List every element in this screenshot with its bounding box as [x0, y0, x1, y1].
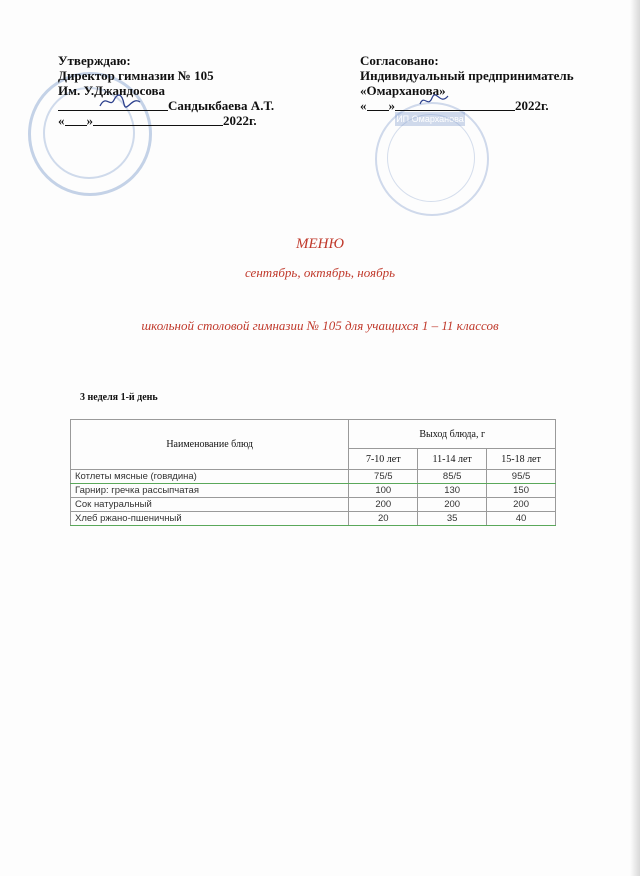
menu-months: сентябрь, октябрь, ноябрь	[244, 265, 396, 280]
portion-7-10: 200	[349, 498, 418, 512]
agreement-block	[360, 53, 630, 113]
age-group-3: 15-18 лет	[487, 449, 556, 470]
dish-name: Гарнир: гречка рассыпчатая	[71, 484, 349, 498]
date-open-quote: «	[360, 98, 367, 113]
dish-name: Сок натуральный	[71, 498, 349, 512]
agreement-year: 2022г.	[515, 98, 549, 113]
portion-11-14: 200	[418, 498, 487, 512]
menu-subtitle: школьной столовой гимназии № 105 для учащихся 1 – 11 классов	[141, 318, 499, 333]
portion-7-10: 75/5	[349, 470, 418, 484]
approval-date-line	[58, 113, 318, 128]
portion-7-10: 20	[349, 512, 418, 526]
approval-heading: Утверждаю:	[58, 53, 131, 68]
table-row	[71, 484, 556, 498]
signature-line	[58, 98, 318, 113]
approval-year: 2022г.	[223, 113, 257, 128]
portion-15-18: 95/5	[487, 470, 556, 484]
table-row	[71, 470, 556, 484]
portion-7-10: 100	[349, 484, 418, 498]
portion-11-14: 130	[418, 484, 487, 498]
dish-name: Котлеты мясные (говядина)	[71, 470, 349, 484]
header-dish-name: Наименование блюд	[71, 420, 349, 470]
portion-11-14: 85/5	[418, 470, 487, 484]
menu-title: МЕНЮ	[296, 236, 344, 252]
page-edge-shadow	[630, 0, 640, 876]
portion-15-18: 40	[487, 512, 556, 526]
agreement-heading: Согласовано:	[360, 53, 439, 68]
age-group-1: 7-10 лет	[349, 449, 418, 470]
date-close-quote: »	[388, 98, 395, 113]
handwritten-signature	[98, 92, 142, 110]
entrepreneur-stamp	[375, 102, 489, 216]
week-day-label: 3 неделя 1-й день	[80, 392, 158, 403]
date-open-quote: «	[58, 113, 65, 128]
stamp-label: ИП Омарханова	[396, 114, 464, 124]
stamp-inner-ring	[387, 114, 475, 202]
table-row	[71, 512, 556, 526]
signer-name: Сандыкбаева А.Т.	[168, 98, 275, 113]
menu-table	[70, 419, 556, 526]
date-close-quote: »	[86, 113, 93, 128]
handwritten-signature-right	[418, 92, 450, 110]
portion-11-14: 35	[418, 512, 487, 526]
day-blank	[367, 98, 389, 111]
agreement-date-line	[360, 98, 630, 113]
table-header-row	[71, 420, 556, 449]
day-blank	[65, 113, 87, 126]
table-row	[71, 498, 556, 512]
month-blank	[395, 98, 515, 111]
school-name: Им. У.Джандосова	[58, 83, 166, 98]
dish-name: Хлеб ржано-пшеничный	[71, 512, 349, 526]
approval-block	[58, 53, 318, 128]
month-blank	[93, 113, 223, 126]
director-title: Директор гимназии № 105	[58, 68, 214, 83]
header-output: Выход блюда, г	[349, 420, 556, 449]
age-group-2: 11-14 лет	[418, 449, 487, 470]
portion-15-18: 200	[487, 498, 556, 512]
entrepreneur-title: Индивидуальный предприниматель	[360, 68, 574, 83]
entrepreneur-name: «Омарханова»	[360, 83, 446, 98]
portion-15-18: 150	[487, 484, 556, 498]
